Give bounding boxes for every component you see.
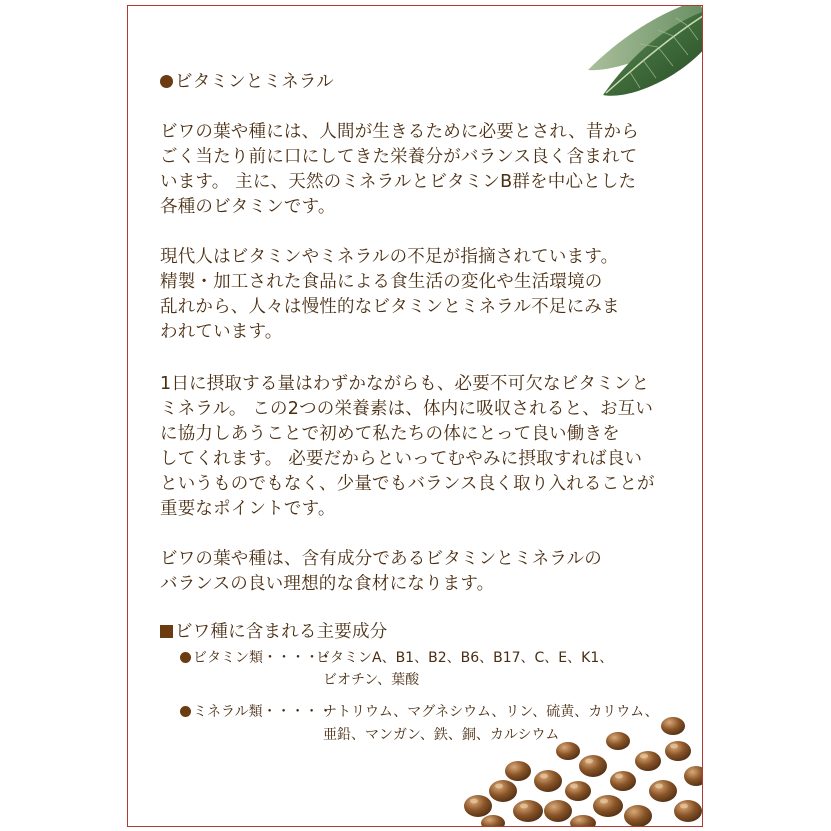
paragraph-line: 重要なポイントです。 [160,499,336,519]
vitamins-list-line: ビオチン、葉酸 [323,672,420,688]
section-heading-main-ingredients: ビワ種に含まれる主要成分 [160,620,387,644]
vitamins-label: ビタミン類・・・・・ [180,647,333,669]
vitamins-list-line: ビタミンA、B1、B2、B6、B17、C、E、K1、 [316,650,614,666]
paragraph-line: 精製・加工された食品による食生活の変化や生活環境の [160,272,603,292]
bullet-icon [180,706,191,717]
minerals-label: ミネラル類・・・・・ [180,701,333,723]
paragraph-line: バランスの良い理想的な食材になります。 [160,574,495,594]
paragraph-line: われています。 [160,322,283,342]
loquat-leaf-image [548,5,703,120]
bullet-icon [160,75,173,88]
paragraph-line: してくれます。 必要だからといってむやみに摂取すれば良い [160,449,643,469]
paragraph-line: ビワの葉や種には、人間が生きるために必要とされ、昔から [160,122,639,142]
paragraph-line: 1日に摂取する量はわずかながらも、必要不可欠なビタミンと [160,374,650,394]
paragraph-line: 現代人はビタミンやミネラルの不足が指摘されています。 [160,247,619,267]
paragraph-line: 乱れから、人々は慢性的なビタミンとミネラル不足にみま [160,297,620,317]
minerals-list-line: 亜鉛、マンガン、鉄、銅、カルシウム [323,727,560,743]
paragraph-line: ごく当たり前に口にしてきた栄養分がバランス良く含まれて [160,147,638,167]
paragraph-line: というものでもなく、少量でもバランス良く取り入れることが [160,474,655,494]
paragraph-line: ミネラル。 この2つの栄養素は、体内に吸収されると、お互い [160,399,654,419]
paragraph-line: に協力しあうことで初めて私たちの体にとって良い働きを [160,424,620,444]
square-bullet-icon [160,625,173,638]
paragraph-line: ビワの葉や種は、含有成分であるビタミンとミネラルの [160,549,602,569]
minerals-list-line: ナトリウム、マグネシウム、リン、硫黄、カリウム、 [323,704,659,720]
section-heading-vitamins-minerals: ビタミンとミネラル [160,70,334,94]
paragraph-line: います。 主に、天然のミネラルとビタミンB群を中心とした [160,172,637,192]
bullet-icon [180,652,191,663]
paragraph-line: 各種のビタミンです。 [160,197,336,217]
content-frame [127,5,703,827]
